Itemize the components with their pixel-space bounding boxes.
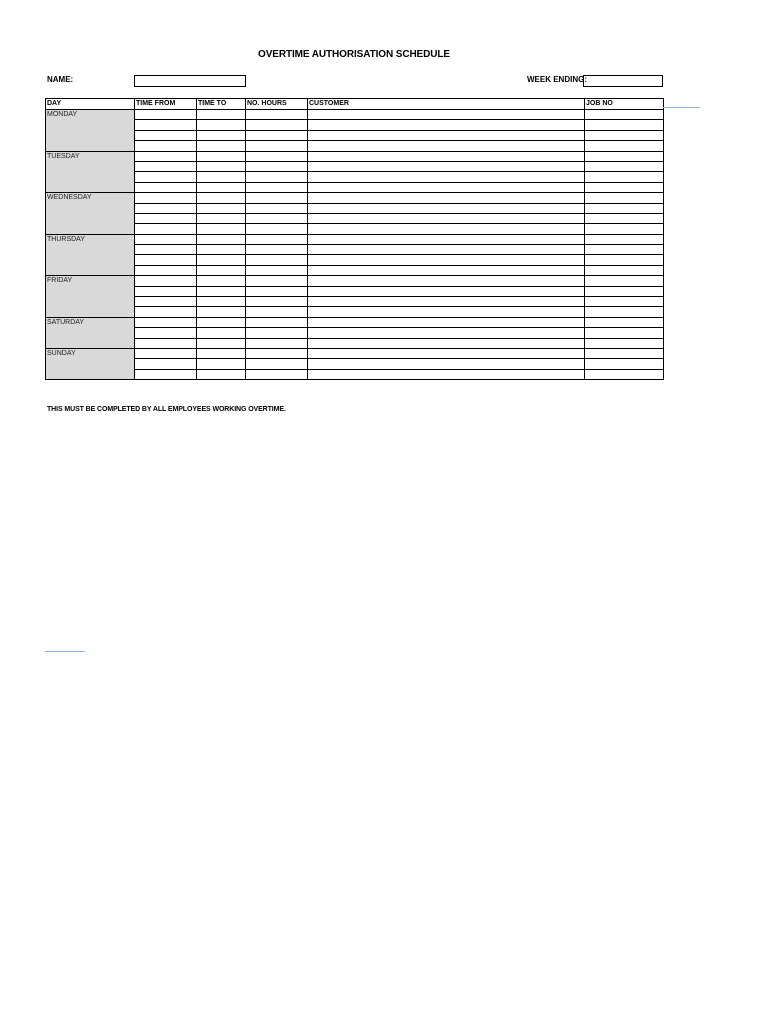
table-row	[46, 234, 664, 244]
overtime-schedule-table	[45, 98, 664, 380]
time-from-cell[interactable]	[135, 224, 197, 234]
customer-cell[interactable]	[308, 213, 585, 223]
time-to-cell[interactable]	[197, 120, 246, 130]
day-cell-wednesday: WEDNESDAY	[46, 193, 135, 235]
time-from-cell[interactable]	[135, 234, 197, 244]
no-hours-cell[interactable]	[246, 182, 308, 192]
job-no-cell[interactable]	[585, 317, 664, 327]
job-no-cell[interactable]	[585, 265, 664, 275]
table-row	[46, 265, 664, 275]
table-row	[46, 193, 664, 203]
time-to-cell[interactable]	[197, 286, 246, 296]
customer-cell[interactable]	[308, 307, 585, 317]
column-header-time-from: TIME FROM	[135, 99, 197, 110]
table-row	[46, 348, 664, 358]
time-from-cell[interactable]	[135, 359, 197, 369]
customer-cell[interactable]	[308, 110, 585, 120]
no-hours-cell[interactable]	[246, 141, 308, 151]
table-row	[46, 359, 664, 369]
customer-cell[interactable]	[308, 193, 585, 203]
customer-cell[interactable]	[308, 224, 585, 234]
time-to-cell[interactable]	[197, 348, 246, 358]
time-to-cell[interactable]	[197, 224, 246, 234]
customer-cell[interactable]	[308, 328, 585, 338]
no-hours-cell[interactable]	[246, 213, 308, 223]
no-hours-cell[interactable]	[246, 193, 308, 203]
table-row	[46, 317, 664, 327]
no-hours-cell[interactable]	[246, 297, 308, 307]
time-to-cell[interactable]	[197, 193, 246, 203]
job-no-cell[interactable]	[585, 120, 664, 130]
table-row	[46, 276, 664, 286]
no-hours-cell[interactable]	[246, 245, 308, 255]
table-row	[46, 203, 664, 213]
time-from-cell[interactable]	[135, 193, 197, 203]
time-to-cell[interactable]	[197, 297, 246, 307]
column-header-customer: CUSTOMER	[308, 99, 585, 110]
time-from-cell[interactable]	[135, 213, 197, 223]
customer-cell[interactable]	[308, 276, 585, 286]
job-no-cell[interactable]	[585, 359, 664, 369]
schedule-body	[46, 110, 664, 380]
table-row	[46, 255, 664, 265]
time-from-cell[interactable]	[135, 151, 197, 161]
no-hours-cell[interactable]	[246, 130, 308, 140]
job-no-cell[interactable]	[585, 245, 664, 255]
column-header-job-no: JOB NO	[585, 99, 664, 110]
customer-cell[interactable]	[308, 182, 585, 192]
no-hours-cell[interactable]	[246, 255, 308, 265]
time-to-cell[interactable]	[197, 328, 246, 338]
job-no-cell[interactable]	[585, 286, 664, 296]
time-from-cell[interactable]	[135, 307, 197, 317]
no-hours-cell[interactable]	[246, 120, 308, 130]
job-no-cell[interactable]	[585, 161, 664, 171]
time-to-cell[interactable]	[197, 359, 246, 369]
time-to-cell[interactable]	[197, 307, 246, 317]
customer-cell[interactable]	[308, 130, 585, 140]
table-row	[46, 141, 664, 151]
customer-cell[interactable]	[308, 203, 585, 213]
time-from-cell[interactable]	[135, 245, 197, 255]
time-to-cell[interactable]	[197, 234, 246, 244]
week-ending-field[interactable]	[583, 75, 663, 87]
table-row	[46, 297, 664, 307]
time-from-cell[interactable]	[135, 203, 197, 213]
no-hours-cell[interactable]	[246, 234, 308, 244]
time-from-cell[interactable]	[135, 182, 197, 192]
page-break-line	[45, 651, 85, 652]
no-hours-cell[interactable]	[246, 359, 308, 369]
customer-cell[interactable]	[308, 265, 585, 275]
job-no-cell[interactable]	[585, 151, 664, 161]
job-no-cell[interactable]	[585, 224, 664, 234]
time-to-cell[interactable]	[197, 317, 246, 327]
time-to-cell[interactable]	[197, 130, 246, 140]
table-row	[46, 161, 664, 171]
time-from-cell[interactable]	[135, 130, 197, 140]
time-from-cell[interactable]	[135, 328, 197, 338]
customer-cell[interactable]	[308, 172, 585, 182]
no-hours-cell[interactable]	[246, 172, 308, 182]
no-hours-cell[interactable]	[246, 224, 308, 234]
column-header-time-to: TIME TO	[197, 99, 246, 110]
time-from-cell[interactable]	[135, 141, 197, 151]
day-cell-monday: MONDAY	[46, 110, 135, 152]
time-from-cell[interactable]	[135, 172, 197, 182]
table-header-row	[46, 99, 664, 110]
customer-cell[interactable]	[308, 141, 585, 151]
customer-cell[interactable]	[308, 359, 585, 369]
day-cell-sunday: SUNDAY	[46, 348, 135, 379]
time-to-cell[interactable]	[197, 276, 246, 286]
no-hours-cell[interactable]	[246, 161, 308, 171]
footnote: THIS MUST BE COMPLETED BY ALL EMPLOYEES WORKING OVERTIME.	[47, 406, 286, 413]
no-hours-cell[interactable]	[246, 203, 308, 213]
table-row	[46, 338, 664, 348]
customer-cell[interactable]	[308, 348, 585, 358]
job-no-cell[interactable]	[585, 182, 664, 192]
job-no-cell[interactable]	[585, 130, 664, 140]
table-row	[46, 120, 664, 130]
time-to-cell[interactable]	[197, 338, 246, 348]
time-from-cell[interactable]	[135, 265, 197, 275]
week-ending-label: WEEK ENDING:	[527, 75, 587, 84]
table-row	[46, 224, 664, 234]
customer-cell[interactable]	[308, 161, 585, 171]
time-to-cell[interactable]	[197, 245, 246, 255]
customer-cell[interactable]	[308, 245, 585, 255]
customer-cell[interactable]	[308, 286, 585, 296]
job-no-cell[interactable]	[585, 328, 664, 338]
cell-selection-line	[663, 107, 700, 108]
time-from-cell[interactable]	[135, 369, 197, 379]
table-row	[46, 369, 664, 379]
time-to-cell[interactable]	[197, 182, 246, 192]
job-no-cell[interactable]	[585, 255, 664, 265]
job-no-cell[interactable]	[585, 193, 664, 203]
no-hours-cell[interactable]	[246, 369, 308, 379]
time-to-cell[interactable]	[197, 172, 246, 182]
time-to-cell[interactable]	[197, 141, 246, 151]
no-hours-cell[interactable]	[246, 348, 308, 358]
time-from-cell[interactable]	[135, 286, 197, 296]
job-no-cell[interactable]	[585, 203, 664, 213]
table-row	[46, 328, 664, 338]
time-to-cell[interactable]	[197, 369, 246, 379]
time-from-cell[interactable]	[135, 276, 197, 286]
customer-cell[interactable]	[308, 369, 585, 379]
name-label: NAME:	[47, 75, 74, 84]
time-from-cell[interactable]	[135, 161, 197, 171]
time-to-cell[interactable]	[197, 265, 246, 275]
job-no-cell[interactable]	[585, 141, 664, 151]
time-from-cell[interactable]	[135, 255, 197, 265]
day-cell-friday: FRIDAY	[46, 276, 135, 318]
job-no-cell[interactable]	[585, 297, 664, 307]
time-to-cell[interactable]	[197, 161, 246, 171]
job-no-cell[interactable]	[585, 369, 664, 379]
customer-cell[interactable]	[308, 297, 585, 307]
customer-cell[interactable]	[308, 255, 585, 265]
time-to-cell[interactable]	[197, 213, 246, 223]
no-hours-cell[interactable]	[246, 307, 308, 317]
table-row	[46, 151, 664, 161]
column-header-no-hours: NO. HOURS	[246, 99, 308, 110]
time-to-cell[interactable]	[197, 203, 246, 213]
job-no-cell[interactable]	[585, 338, 664, 348]
table-row	[46, 307, 664, 317]
time-from-cell[interactable]	[135, 297, 197, 307]
job-no-cell[interactable]	[585, 172, 664, 182]
job-no-cell[interactable]	[585, 276, 664, 286]
time-from-cell[interactable]	[135, 348, 197, 358]
no-hours-cell[interactable]	[246, 286, 308, 296]
customer-cell[interactable]	[308, 317, 585, 327]
no-hours-cell[interactable]	[246, 151, 308, 161]
time-from-cell[interactable]	[135, 110, 197, 120]
time-to-cell[interactable]	[197, 255, 246, 265]
time-to-cell[interactable]	[197, 151, 246, 161]
job-no-cell[interactable]	[585, 348, 664, 358]
table-row	[46, 182, 664, 192]
customer-cell[interactable]	[308, 234, 585, 244]
time-from-cell[interactable]	[135, 317, 197, 327]
table-row	[46, 245, 664, 255]
day-cell-saturday: SATURDAY	[46, 317, 135, 348]
no-hours-cell[interactable]	[246, 328, 308, 338]
no-hours-cell[interactable]	[246, 265, 308, 275]
table-row	[46, 172, 664, 182]
no-hours-cell[interactable]	[246, 110, 308, 120]
table-row	[46, 110, 664, 120]
table-row	[46, 213, 664, 223]
customer-cell[interactable]	[308, 338, 585, 348]
job-no-cell[interactable]	[585, 213, 664, 223]
customer-cell[interactable]	[308, 151, 585, 161]
time-from-cell[interactable]	[135, 120, 197, 130]
day-cell-tuesday: TUESDAY	[46, 151, 135, 193]
day-cell-thursday: THURSDAY	[46, 234, 135, 276]
customer-cell[interactable]	[308, 120, 585, 130]
time-to-cell[interactable]	[197, 110, 246, 120]
name-field[interactable]	[134, 75, 246, 87]
job-no-cell[interactable]	[585, 307, 664, 317]
job-no-cell[interactable]	[585, 234, 664, 244]
no-hours-cell[interactable]	[246, 338, 308, 348]
table-row	[46, 286, 664, 296]
page-title: OVERTIME AUTHORISATION SCHEDULE	[258, 49, 450, 60]
job-no-cell[interactable]	[585, 110, 664, 120]
no-hours-cell[interactable]	[246, 276, 308, 286]
column-header-day: DAY	[46, 99, 135, 110]
no-hours-cell[interactable]	[246, 317, 308, 327]
table-row	[46, 130, 664, 140]
time-from-cell[interactable]	[135, 338, 197, 348]
